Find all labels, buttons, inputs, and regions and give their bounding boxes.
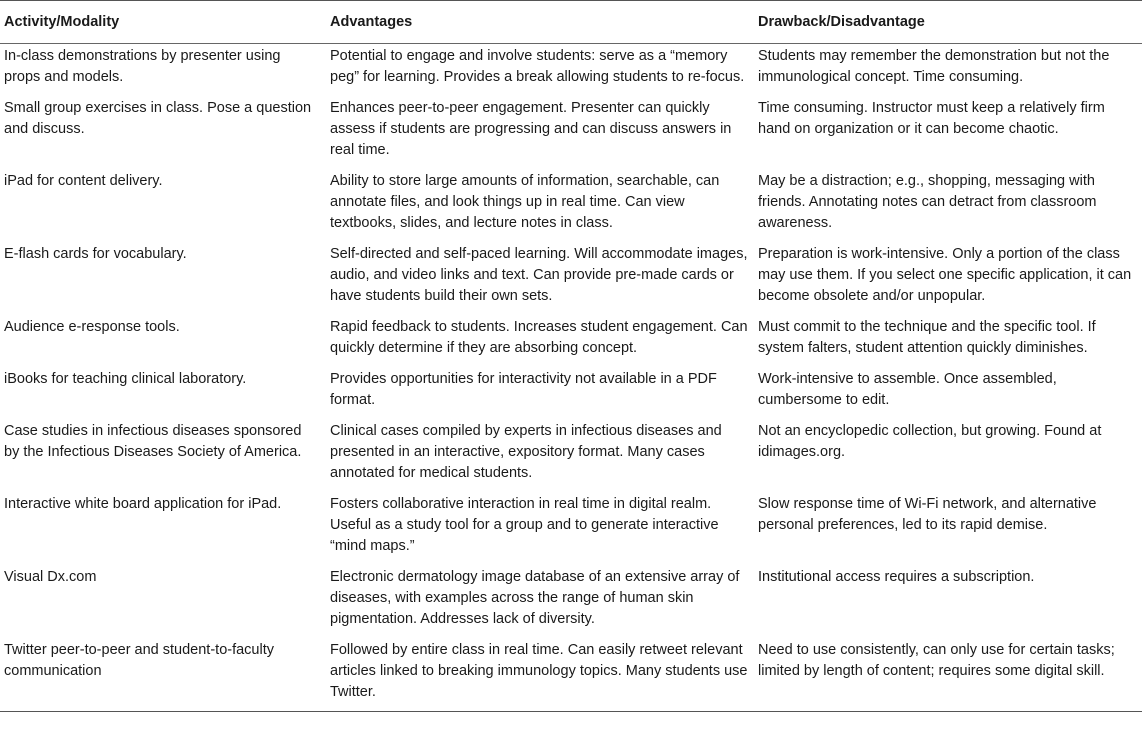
activity-cell: iBooks for teaching clinical laboratory. bbox=[4, 371, 247, 387]
advantage-cell: Followed by entire class in real time. Can easily retweet relevant articles linked to breaking immunology topics. Many students use Twitter. bbox=[324, 638, 752, 712]
table-row bbox=[0, 565, 1142, 638]
advantage-cell: Potential to engage and involve students: serve as a “memory peg” for learning. Provides a break allowing students to re-focus. bbox=[330, 48, 745, 85]
advantage-cell: Ability to store large amounts of information, searchable, can annotate files, and look things up in real time. Can view textbooks, slides, and lecture notes in class. bbox=[330, 173, 720, 231]
activity-cell: E-flash cards for vocabulary. bbox=[4, 246, 187, 262]
table-row bbox=[0, 44, 1142, 97]
header-row bbox=[0, 1, 1142, 44]
advantage-cell: Enhances peer-to-peer engagement. Presenter can quickly assess if students are progressing and can discuss answers in real time. bbox=[330, 100, 732, 158]
drawback-cell: Preparation is work-intensive. Only a portion of the class may use them. If you select one specific application, it can become obsolete and/or unpopular. bbox=[758, 246, 1132, 304]
table-body bbox=[0, 44, 1142, 712]
drawback-cell: Need to use consistently, can only use for certain tasks; limited by length of content; requires some digital skill. bbox=[752, 638, 1142, 712]
activity-cell: Small group exercises in class. Pose a question and discuss. bbox=[4, 100, 312, 137]
header-advantages: Advantages bbox=[324, 1, 752, 44]
advantage-cell: Fosters collaborative interaction in real time in digital realm. Useful as a study tool for a group and to generate interactive “mind maps.” bbox=[330, 496, 719, 554]
drawback-cell: Students may remember the demonstration but not the immunological concept. Time consuming. bbox=[758, 48, 1110, 85]
table-header bbox=[0, 1, 1142, 44]
activity-cell: Visual Dx.com bbox=[4, 569, 97, 585]
header-drawbacks: Drawback/Disadvantage bbox=[752, 1, 1142, 44]
activity-cell: Interactive white board application for iPad. bbox=[4, 496, 282, 512]
activity-cell: In-class demonstrations by presenter using props and models. bbox=[4, 48, 281, 85]
drawback-cell: Slow response time of Wi-Fi network, and alternative personal preferences, led to its rapid demise. bbox=[758, 496, 1097, 533]
advantage-cell: Clinical cases compiled by experts in infectious diseases and presented in an interactive, expository format. Many cases annotated for medical students. bbox=[330, 423, 722, 481]
advantage-cell: Rapid feedback to students. Increases student engagement. Can quickly determine if they are absorbing concept. bbox=[330, 319, 748, 356]
table-row bbox=[0, 242, 1142, 315]
drawback-cell: May be a distraction; e.g., shopping, messaging with friends. Annotating notes can detract from classroom awareness. bbox=[758, 173, 1097, 231]
activity-cell: Case studies in infectious diseases sponsored by the Infectious Diseases Society of America. bbox=[4, 423, 302, 460]
table-row bbox=[0, 315, 1142, 367]
drawback-cell: Institutional access requires a subscription. bbox=[758, 569, 1035, 585]
table-row bbox=[0, 367, 1142, 419]
activity-cell: Audience e-response tools. bbox=[4, 319, 180, 335]
drawback-cell: Work-intensive to assemble. Once assembled, cumbersome to edit. bbox=[758, 371, 1057, 408]
activity-cell: Twitter peer-to-peer and student-to-faculty communication bbox=[0, 638, 324, 712]
advantage-cell: Provides opportunities for interactivity not available in a PDF format. bbox=[330, 371, 717, 408]
header-activity: Activity/Modality bbox=[0, 1, 324, 44]
drawback-cell: Time consuming. Instructor must keep a relatively firm hand on organization or it can become chaotic. bbox=[758, 100, 1105, 137]
drawback-cell: Not an encyclopedic collection, but growing. Found at idimages.org. bbox=[758, 423, 1102, 460]
table-row bbox=[0, 419, 1142, 492]
advantage-cell: Self-directed and self-paced learning. Will accommodate images, audio, and video links and text. Can provide pre-made cards or have students build their own sets. bbox=[330, 246, 748, 304]
table-row bbox=[0, 169, 1142, 242]
advantage-cell: Electronic dermatology image database of an extensive array of diseases, with examples across the range of human skin pigmentation. Addresses lack of diversity. bbox=[330, 569, 740, 627]
table-row bbox=[0, 96, 1142, 169]
drawback-cell: Must commit to the technique and the specific tool. If system falters, student attention quickly diminishes. bbox=[758, 319, 1096, 356]
activity-cell: iPad for content delivery. bbox=[4, 173, 163, 189]
table-row bbox=[0, 638, 1142, 712]
table-row bbox=[0, 492, 1142, 565]
